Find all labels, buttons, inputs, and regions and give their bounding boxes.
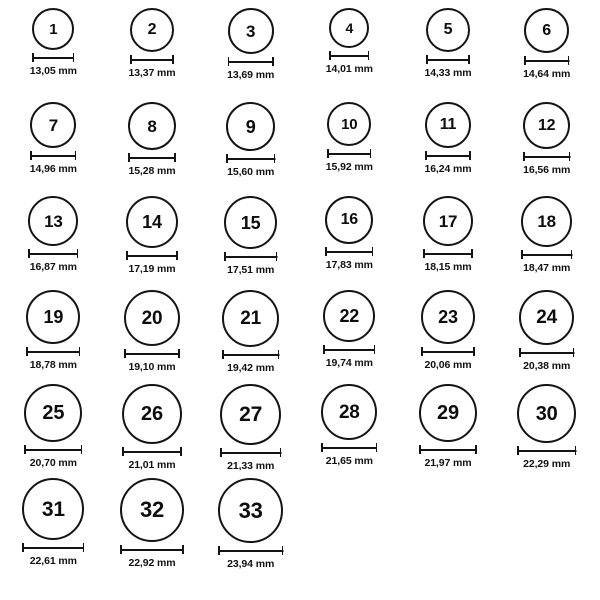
ring-circle (521, 196, 572, 247)
measure-tick-left (325, 247, 327, 256)
diameter-value: 15,60 mm (227, 166, 275, 178)
measure-line (222, 354, 279, 356)
measure-line (32, 57, 74, 59)
ring-size-cell[interactable] (497, 102, 596, 196)
ring-circle (30, 102, 76, 148)
measure-tick-right (376, 443, 378, 452)
diameter-value: 13,69 mm (227, 69, 275, 81)
ring-size-cell[interactable] (201, 8, 300, 102)
ring-circle (130, 8, 174, 52)
measure-line (521, 254, 572, 256)
ring-size-label: 5 (443, 21, 453, 38)
diameter-value: 19,42 mm (227, 362, 275, 374)
ring-size-label: 12 (537, 116, 556, 134)
ring-size-label: 18 (537, 212, 556, 231)
measure-line (325, 251, 373, 253)
ring-size-label: 16 (340, 211, 359, 228)
measure-tick-left (419, 445, 421, 454)
ring-size-label: 17 (438, 211, 458, 231)
diameter-measure-bar (228, 57, 274, 68)
diameter-measure-bar (222, 350, 279, 361)
measure-tick-left (224, 252, 226, 261)
diameter-value: 21,01 mm (128, 459, 176, 471)
ring-size-label: 32 (139, 497, 165, 522)
measure-tick-left (120, 545, 122, 554)
measure-tick-left (228, 57, 230, 66)
measure-tick-left (124, 349, 126, 358)
measure-tick-right (77, 249, 79, 258)
measure-tick-right (178, 349, 180, 358)
measure-tick-right (176, 251, 178, 260)
measure-line (128, 157, 176, 159)
ring-circle (421, 290, 475, 344)
diameter-measure-bar (120, 545, 184, 556)
measure-tick-right (83, 543, 85, 552)
ring-size-cell[interactable] (103, 196, 202, 290)
diameter-measure-bar (30, 151, 76, 162)
diameter-value: 17,19 mm (128, 263, 176, 275)
ring-size-label: 24 (536, 307, 558, 328)
diameter-value: 19,10 mm (128, 361, 176, 373)
diameter-value: 17,51 mm (227, 264, 275, 276)
diameter-value: 13,37 mm (128, 67, 176, 79)
measure-tick-right (282, 546, 284, 555)
diameter-measure-bar (524, 56, 569, 67)
ring-size-label: 13 (44, 211, 63, 231)
measure-tick-right (182, 545, 184, 554)
ring-size-label: 4 (345, 20, 354, 36)
ring-circle (128, 102, 176, 150)
ring-circle (524, 8, 569, 53)
measure-line (120, 549, 184, 551)
diameter-measure-bar (329, 51, 369, 62)
measure-tick-right (174, 153, 176, 162)
measure-tick-left (423, 249, 425, 258)
measure-tick-left (426, 55, 428, 64)
ring-circle (120, 478, 184, 542)
diameter-value: 23,94 mm (227, 558, 275, 570)
diameter-value: 14,64 mm (523, 68, 571, 80)
ring-size-label: 1 (49, 20, 58, 38)
diameter-measure-bar (26, 347, 80, 358)
diameter-measure-bar (130, 55, 174, 66)
ring-circle (321, 384, 377, 440)
ring-size-cell[interactable] (201, 196, 300, 290)
diameter-measure-bar (220, 448, 281, 459)
ring-circle (329, 8, 369, 48)
measure-tick-right (469, 151, 471, 160)
measure-line (130, 59, 174, 61)
ring-size-label: 9 (245, 116, 256, 137)
diameter-measure-bar (226, 154, 275, 165)
measure-tick-right (276, 252, 278, 261)
measure-line (126, 255, 178, 257)
measure-tick-left (327, 149, 329, 158)
measure-line (426, 59, 470, 61)
ring-size-label: 20 (141, 307, 163, 329)
diameter-value: 20,70 mm (29, 457, 77, 469)
measure-tick-right (475, 445, 477, 454)
ring-size-cell[interactable] (399, 196, 498, 290)
diameter-measure-bar (28, 249, 78, 260)
ring-size-cell[interactable] (103, 290, 202, 384)
ring-circle (28, 196, 78, 246)
ring-size-cell[interactable] (497, 8, 596, 102)
measure-tick-left (222, 350, 224, 359)
ring-size-label: 3 (246, 21, 256, 41)
ring-size-cell[interactable] (300, 196, 399, 290)
ring-circle (517, 384, 576, 443)
ring-circle (222, 290, 279, 347)
ring-size-label: 23 (438, 307, 458, 327)
ring-circle (426, 8, 470, 52)
ring-size-label: 7 (48, 115, 58, 135)
measure-tick-left (321, 443, 323, 452)
ring-size-label: 30 (535, 402, 558, 425)
measure-line (30, 155, 76, 157)
ring-circle (124, 290, 180, 346)
diameter-value: 22,61 mm (29, 555, 77, 567)
ring-size-label: 8 (147, 116, 157, 136)
measure-tick-left (329, 51, 331, 60)
diameter-value: 17,83 mm (325, 259, 373, 271)
ring-circle (24, 384, 82, 442)
ring-size-cell[interactable] (497, 384, 596, 478)
ring-circle (126, 196, 178, 248)
ring-size-cell[interactable] (497, 290, 596, 384)
measure-line (523, 156, 570, 158)
measure-line (323, 349, 375, 351)
diameter-measure-bar (423, 249, 473, 260)
measure-tick-right (372, 247, 374, 256)
measure-tick-left (521, 250, 523, 259)
diameter-value: 21,97 mm (424, 457, 472, 469)
diameter-measure-bar (24, 445, 82, 456)
ring-size-cell[interactable] (201, 290, 300, 384)
ring-size-cell[interactable] (4, 102, 103, 196)
ring-size-label: 21 (240, 308, 262, 329)
measure-tick-right (468, 55, 470, 64)
measure-tick-right (568, 56, 570, 65)
measure-line (228, 61, 274, 63)
diameter-value: 22,29 mm (523, 458, 571, 470)
measure-tick-right (75, 151, 77, 160)
ring-size-label: 25 (42, 402, 65, 424)
diameter-value: 13,05 mm (29, 65, 77, 77)
diameter-value: 14,96 mm (29, 163, 77, 175)
diameter-measure-bar (419, 445, 477, 456)
measure-tick-right (274, 154, 276, 163)
diameter-measure-bar (426, 55, 470, 66)
measure-line (321, 447, 377, 449)
diameter-value: 14,33 mm (424, 67, 472, 79)
diameter-value: 16,56 mm (523, 164, 571, 176)
measure-tick-left (421, 347, 423, 356)
diameter-value: 14,01 mm (325, 63, 373, 75)
ring-size-cell[interactable] (4, 8, 103, 102)
measure-line (327, 153, 371, 155)
ring-circle (220, 384, 281, 445)
diameter-value: 16,87 mm (29, 261, 77, 273)
measure-tick-right (280, 448, 282, 457)
ring-circle (226, 102, 275, 151)
measure-tick-right (180, 447, 182, 456)
ring-circle (32, 8, 74, 50)
diameter-measure-bar (22, 543, 84, 554)
measure-line (220, 452, 281, 454)
measure-tick-right (573, 348, 575, 357)
measure-tick-left (425, 151, 427, 160)
measure-tick-right (73, 53, 75, 62)
ring-size-label: 15 (240, 212, 261, 233)
ring-size-label: 22 (339, 306, 360, 326)
measure-line (524, 60, 569, 62)
measure-tick-left (32, 53, 34, 62)
measure-tick-left (226, 154, 228, 163)
diameter-value: 20,06 mm (424, 359, 472, 371)
ring-size-cell[interactable] (103, 8, 202, 102)
measure-tick-left (323, 345, 325, 354)
ring-circle (423, 196, 473, 246)
diameter-measure-bar (325, 247, 373, 258)
measure-tick-right (473, 347, 475, 356)
measure-tick-right (278, 350, 280, 359)
ring-size-cell[interactable] (103, 102, 202, 196)
diameter-measure-bar (523, 152, 570, 163)
diameter-measure-bar (218, 546, 283, 557)
ring-circle (122, 384, 182, 444)
ring-size-cell[interactable] (4, 478, 103, 572)
measure-tick-left (126, 251, 128, 260)
measure-tick-left (519, 348, 521, 357)
ring-size-cell[interactable] (399, 290, 498, 384)
ring-size-label: 14 (142, 212, 162, 232)
measure-tick-right (571, 250, 573, 259)
ring-circle (22, 478, 84, 540)
ring-size-cell[interactable] (103, 478, 202, 572)
ring-size-cell[interactable] (4, 290, 103, 384)
ring-size-cell[interactable] (300, 8, 399, 102)
measure-line (122, 451, 182, 453)
ring-size-cell[interactable] (399, 102, 498, 196)
ring-size-cell[interactable] (103, 384, 202, 478)
measure-tick-left (218, 546, 220, 555)
diameter-measure-bar (128, 153, 176, 164)
measure-line (421, 351, 475, 353)
diameter-value: 16,24 mm (424, 163, 472, 175)
ring-size-label: 26 (141, 403, 163, 425)
diameter-value: 20,38 mm (523, 360, 571, 372)
measure-tick-left (24, 445, 26, 454)
diameter-measure-bar (421, 347, 475, 358)
measure-tick-right (272, 57, 274, 66)
measure-tick-left (220, 448, 222, 457)
ring-size-cell[interactable] (201, 478, 300, 572)
ring-circle (523, 102, 570, 149)
diameter-measure-bar (519, 348, 574, 359)
ring-size-grid (4, 8, 596, 572)
diameter-measure-bar (321, 443, 377, 454)
ring-size-label: 33 (238, 497, 263, 523)
ring-size-label: 27 (239, 403, 263, 426)
ring-circle (327, 102, 371, 146)
ring-size-cell[interactable] (300, 290, 399, 384)
diameter-measure-bar (327, 149, 371, 160)
measure-line (224, 256, 277, 258)
diameter-measure-bar (425, 151, 471, 162)
measure-line (218, 550, 283, 552)
diameter-value: 21,65 mm (325, 455, 373, 467)
measure-tick-left (22, 543, 24, 552)
ring-size-cell[interactable] (300, 384, 399, 478)
ring-circle (218, 478, 283, 543)
diameter-measure-bar (32, 53, 74, 64)
measure-line (419, 449, 477, 451)
measure-line (423, 253, 473, 255)
measure-line (124, 353, 180, 355)
measure-tick-left (26, 347, 28, 356)
ring-circle (519, 290, 574, 345)
diameter-value: 22,92 mm (128, 557, 176, 569)
measure-tick-right (471, 249, 473, 258)
ring-size-cell[interactable] (4, 196, 103, 290)
ring-size-label: 19 (43, 307, 64, 327)
ring-size-cell[interactable] (300, 102, 399, 196)
measure-tick-right (370, 149, 372, 158)
measure-line (22, 547, 84, 549)
ring-size-cell[interactable] (201, 384, 300, 478)
diameter-measure-bar (517, 446, 576, 457)
diameter-value: 18,78 mm (29, 359, 77, 371)
ring-circle (325, 196, 373, 244)
ring-size-label: 28 (338, 401, 360, 423)
diameter-value: 18,15 mm (424, 261, 472, 273)
measure-tick-right (79, 347, 81, 356)
diameter-value: 15,28 mm (128, 165, 176, 177)
measure-line (26, 351, 80, 353)
measure-tick-left (524, 56, 526, 65)
diameter-measure-bar (521, 250, 572, 261)
ring-circle (323, 290, 375, 342)
measure-line (24, 449, 82, 451)
ring-size-label: 11 (439, 116, 457, 133)
ring-size-cell[interactable] (399, 8, 498, 102)
ring-size-cell[interactable] (4, 384, 103, 478)
ring-size-cell[interactable] (399, 384, 498, 478)
diameter-value: 15,92 mm (325, 161, 373, 173)
ring-circle (425, 102, 471, 148)
measure-tick-right (368, 51, 370, 60)
diameter-measure-bar (126, 251, 178, 262)
measure-tick-left (130, 55, 132, 64)
measure-tick-left (30, 151, 32, 160)
ring-size-label: 2 (147, 21, 157, 38)
ring-circle (228, 8, 274, 54)
ring-size-label: 6 (542, 21, 551, 39)
measure-line (425, 155, 471, 157)
diameter-measure-bar (323, 345, 375, 356)
measure-tick-left (122, 447, 124, 456)
measure-line (329, 55, 369, 57)
measure-tick-right (81, 445, 83, 454)
measure-tick-left (128, 153, 130, 162)
measure-line (226, 158, 275, 160)
measure-tick-right (569, 152, 571, 161)
diameter-measure-bar (122, 447, 182, 458)
measure-line (28, 253, 78, 255)
ring-circle (419, 384, 477, 442)
measure-tick-left (517, 446, 519, 455)
measure-line (519, 352, 574, 354)
diameter-value: 18,47 mm (523, 262, 571, 274)
diameter-measure-bar (124, 349, 180, 360)
ring-size-cell[interactable] (497, 196, 596, 290)
diameter-measure-bar (224, 252, 277, 263)
measure-tick-left (523, 152, 525, 161)
ring-size-label: 31 (41, 497, 65, 521)
diameter-value: 21,33 mm (227, 460, 275, 472)
measure-tick-right (575, 446, 577, 455)
measure-line (517, 450, 576, 452)
measure-tick-right (172, 55, 174, 64)
ring-circle (224, 196, 277, 249)
diameter-value: 19,74 mm (325, 357, 373, 369)
measure-tick-left (28, 249, 30, 258)
ring-size-label: 29 (437, 402, 459, 424)
ring-size-cell[interactable] (201, 102, 300, 196)
measure-tick-right (374, 345, 376, 354)
ring-circle (26, 290, 80, 344)
ring-size-label: 10 (341, 115, 358, 133)
